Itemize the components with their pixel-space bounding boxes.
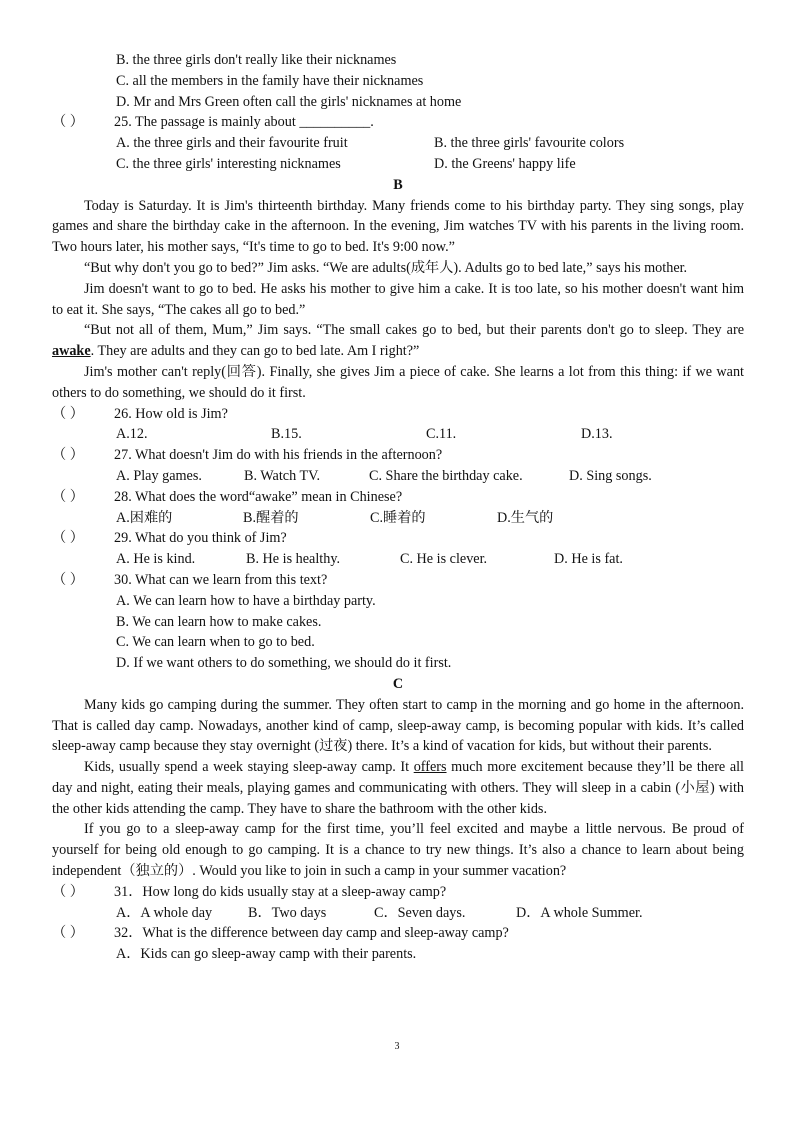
q25-option-b: B. the three girls' favourite colors	[434, 135, 625, 152]
q24-option-d: D. Mr and Mrs Green often call the girls' nicknames at home	[116, 93, 462, 110]
q28-options: A.困难的 B.醒着的 C.睡着的 D.生气的	[116, 509, 554, 526]
q25-option-a: A. the three girls and their favourite fruit	[116, 135, 348, 152]
worksheet-page	[52, 50, 744, 965]
answer-bracket[interactable]: （ ）	[52, 114, 84, 131]
section-b-heading: B	[393, 176, 403, 193]
q25-stem: （ ） 25. The passage is mainly about __________.	[52, 112, 744, 133]
q30-option-c: C. We can learn when to go to bed.	[116, 634, 315, 651]
q32-option-a: A．Kids can go sleep-away camp with their parents.	[116, 946, 417, 963]
q30-stem: （ ） 30. What can we learn from this text?	[52, 570, 744, 591]
q27-stem: （ ） 27. What doesn't Jim do with his friends in the afternoon?	[52, 445, 744, 466]
q29-stem: （ ） 29. What do you think of Jim?	[52, 528, 744, 549]
keyword-offers: offers	[413, 759, 447, 776]
q26-stem: （ ） 26. How old is Jim?	[52, 404, 744, 425]
page-number: 3	[394, 1041, 400, 1052]
section-b-paragraph-2: “But why don't you go to bed?” Jim asks. “We are adults(成年人). Adults go to bed late,” says his mother.	[84, 259, 688, 276]
section-b-paragraph-1: Today is Saturday. It is Jim's thirteenth birthday. Many friends come to his birthday party. They sing songs, play games and share the birthday cake in the afternoon. In the evening, Jim watches TV with his parents in the living room. Two hours later, his mother says, “It's time to go to bed. It's 9:00 now.”	[52, 197, 744, 256]
q30-option-d: D. If we want others to do something, we should do it first.	[116, 655, 452, 672]
section-c-paragraph-2: Kids, usually spend a week staying sleep-away camp. It offers much more excitement because they’ll be there all day and night, eating their meals, playing games and communicating with others. They will sleep in a cabin (小屋) with the other kids attending the camp. They have to share the bathroom with the other kids.	[52, 759, 744, 817]
section-b-paragraph-4: “But not all of them, Mum,” Jim says. “The small cakes go to bed, but their parents don't go to sleep. They are awake. They are adults and they can go to bed late. Am I right?”	[52, 322, 744, 360]
answer-bracket[interactable]: （ ）	[52, 925, 84, 942]
q26-options: A.12. B.15. C.11. D.13.	[116, 426, 613, 443]
answer-blank: __________.	[299, 114, 374, 131]
q30-option-b: B. We can learn how to make cakes.	[116, 613, 322, 630]
section-c-heading: C	[392, 675, 404, 692]
q32-stem: （ ） 32．What is the difference between day camp and sleep-away camp?	[52, 923, 744, 944]
q29-options: A. He is kind. B. He is healthy. C. He is clever. D. He is fat.	[116, 551, 623, 568]
q31-options: A．A whole day B．Two days C．Seven days. D．A whole Summer.	[116, 904, 643, 921]
answer-bracket[interactable]: （ ）	[52, 883, 84, 900]
answer-bracket[interactable]: （ ）	[52, 447, 84, 464]
section-b-paragraph-3: Jim doesn't want to go to bed. He asks his mother to give him a cake. It is too late, so his mother doesn't want him to eat it. She says, “The cakes all go to bed.”	[52, 280, 744, 318]
section-c-paragraph-1: Many kids go camping during the summer. They often start to camp in the morning and go home in the afternoon. That is called day camp. Nowadays, another kind of camp, sleep-away camp, is becoming popular with kids. It’s called sleep-away camp because they stay overnight (过夜) there. It’s a kind of vacation for kids, but without their parents.	[52, 696, 744, 755]
section-b-paragraph-5: Jim's mother can't reply(回答). Finally, she gives Jim a piece of cake. She learns a lot from this thing: if we want others to do something, we should do it first.	[52, 363, 744, 401]
q24-option-b: B. the three girls don't really like their nicknames	[116, 52, 397, 68]
answer-bracket[interactable]: （ ）	[52, 530, 84, 547]
q25-option-d: D. the Greens' happy life	[434, 155, 576, 172]
q31-stem: （ ） 31．How long do kids usually stay at a sleep-away camp?	[52, 882, 744, 903]
answer-bracket[interactable]: （ ）	[52, 405, 84, 422]
q28-stem: （ ） 28. What does the word“awake” mean in Chinese?	[52, 487, 744, 508]
answer-bracket[interactable]: （ ）	[52, 571, 84, 588]
q25-options-row1	[52, 133, 744, 154]
q30-option-a: A. We can learn how to have a birthday party.	[116, 592, 376, 609]
q24-option-c: C. all the members in the family have their nicknames	[116, 72, 424, 89]
keyword-awake: awake	[52, 343, 91, 360]
answer-bracket[interactable]: （ ）	[52, 488, 84, 505]
q25-options-row2	[52, 154, 744, 175]
q27-options: A. Play games. B. Watch TV. C. Share the birthday cake. D. Sing songs.	[116, 467, 652, 484]
q25-option-c: C. the three girls' interesting nicknames	[116, 155, 341, 172]
section-c-paragraph-3: If you go to a sleep-away camp for the first time, you’ll feel excited and maybe a little nervous. Be proud of yourself for being old enough to go camping. It is a chance to try new things. It’s also a chance to learn about being independent（独立的）. Would you like to join in such a camp in your summer vacation?	[52, 821, 744, 880]
